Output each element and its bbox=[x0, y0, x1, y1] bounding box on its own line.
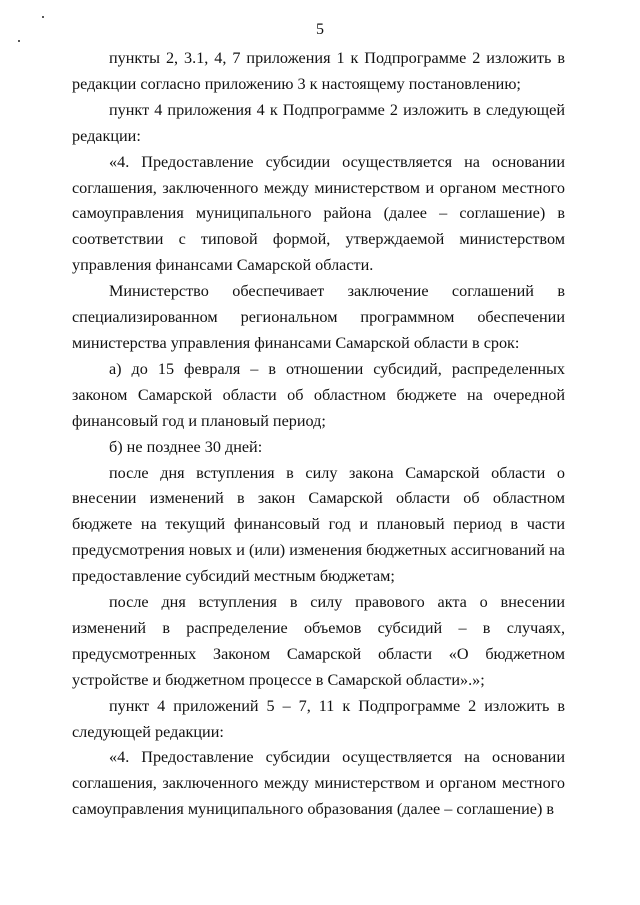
paragraph: а) до 15 февраля – в отношении субсидий, распределенных законом Самарской области об областном бюджете на очередной финансовый год и плановый период; bbox=[72, 359, 565, 430]
paragraph: пункт 4 приложения 4 к Подпрограмме 2 изложить в следующей редакции: bbox=[72, 100, 565, 145]
paragraph: б) не позднее 30 дней: bbox=[109, 437, 263, 456]
page-number: 5 bbox=[316, 21, 324, 38]
paragraph: «4. Предоставление субсидии осуществляется на основании соглашения, заключенного между министерством и органом местного самоуправления муниципального района (далее – соглашение) в соответствии с типовой формой, утверждаемой министерством управления финансами Самарской области. bbox=[72, 152, 565, 275]
paragraph: после дня вступления в силу закона Самарской области о внесении изменений в закон Самарской области об областном бюджете на текущий финансовый год и плановый период в части предусмотрения новых и (или) изменения бюджетных ассигнований на предоставление субсидий местным бюджетам; bbox=[72, 463, 565, 586]
body-text bbox=[72, 46, 565, 823]
paragraph: «4. Предоставление субсидии осуществляется на основании соглашения, заключенного между министерством и органом местного самоуправления муниципального образования (далее – соглашение) в bbox=[72, 748, 565, 819]
paragraph: Министерство обеспечивает заключение соглашений в специализированном региональном программном обеспечении министерства управления финансами Самарской области в срок: bbox=[72, 282, 565, 352]
paragraph: пункты 2, 3.1, 4, 7 приложения 1 к Подпрограмме 2 изложить в редакции согласно приложению 3 к настоящему постановлению; bbox=[72, 49, 565, 93]
scan-speck bbox=[42, 16, 44, 18]
paragraph: после дня вступления в силу правового акта о внесении изменений в распределение объемов субсидий – в случаях, предусмотренных Законом Самарской области «О бюджетном устройстве и бюджетном процессе в Самарской области».»; bbox=[72, 593, 565, 689]
paragraph: пункт 4 приложений 5 – 7, 11 к Подпрограмме 2 изложить в следующей редакции: bbox=[72, 696, 565, 741]
scan-speck bbox=[18, 40, 20, 42]
